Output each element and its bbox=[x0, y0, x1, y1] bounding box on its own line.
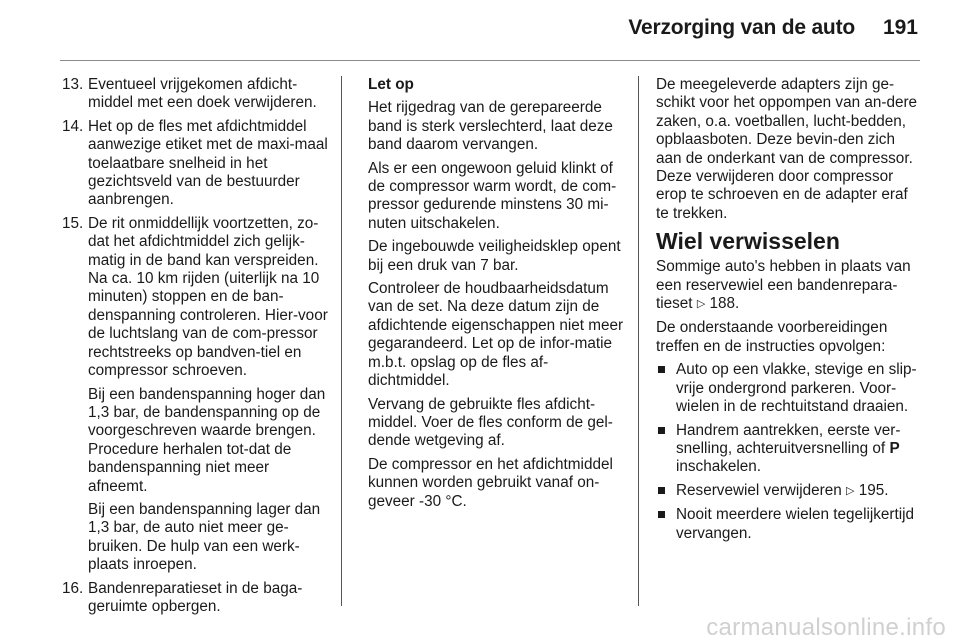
list-item bbox=[656, 361, 922, 416]
bullet-text: Nooit meerdere wielen tegelijkertijd vervangen. bbox=[676, 506, 915, 542]
bullet-text: Reservewiel verwijderen bbox=[676, 481, 842, 499]
gear-p-label: P bbox=[889, 439, 900, 457]
chapter-title: Verzorging van de auto bbox=[628, 16, 855, 39]
step-number: 13. bbox=[62, 76, 84, 93]
watermark: carmanualsonline.info bbox=[706, 614, 946, 641]
paragraph-adapters: De meegeleverde adapters zijn ge-schikt voor het oppompen van an-dere zaken, o.a. voetballen, lucht-bedden, opblaasboten. Deze bevin-den zich aan de onderkant van de compressor. Deze verwijderen door compressor erop te schroeven en de adapter eraf te trekken. bbox=[656, 76, 918, 222]
paragraph-compressor-noise: Als er een ongewoon geluid klinkt of de compressor warm wordt, de com-pressor gedurende minstens 30 mi-nuten uitschakelen. bbox=[368, 159, 617, 232]
step-number: 14. bbox=[62, 117, 84, 135]
list-item bbox=[656, 506, 922, 543]
header-divider bbox=[60, 60, 920, 61]
page-reference[interactable]: 195. bbox=[858, 481, 889, 499]
middle-column bbox=[368, 76, 624, 516]
left-column bbox=[62, 76, 328, 621]
reference-arrow-icon: ▷ bbox=[696, 298, 706, 311]
column-divider-left bbox=[341, 76, 342, 606]
note-title: Let op bbox=[368, 76, 414, 93]
section-heading: Wiel verwisselen bbox=[656, 228, 840, 255]
step-16 bbox=[62, 580, 328, 617]
step-text: Bandenreparatieset in de baga-geruimte opbergen. bbox=[88, 579, 303, 615]
step-text: Het op de fles met afdichtmiddel aanwezige etiket met de maxi-maal toelaatbare snelheid in het gezichtsveld van de bestuurder aanbrengen. bbox=[88, 117, 328, 209]
intro-text: Sommige auto's hebben in plaats van een reservewiel een bandenrepara-tieset bbox=[656, 258, 911, 313]
bullet-text: Handrem aantrekken, eerste ver-snelling, achteruitversnelling of bbox=[676, 421, 901, 457]
step-number: 15. bbox=[62, 214, 84, 232]
note-text: Het rijgedrag van de gerepareerde band is sterk verslechterd, laat deze band daarom vervangen. bbox=[368, 99, 613, 154]
bullet-text-tail: inschakelen. bbox=[676, 458, 762, 476]
paragraph-replace-bottle: Vervang de gebruikte fles afdicht-middel. Voer de fles conform de gel-dende wetgeving af. bbox=[368, 395, 613, 450]
step-14 bbox=[62, 118, 328, 210]
bullet-square-icon bbox=[658, 366, 665, 373]
bullet-square-icon bbox=[658, 427, 665, 434]
bullet-square-icon bbox=[658, 511, 665, 518]
column-divider-right bbox=[638, 76, 639, 606]
step-number: 16. bbox=[62, 579, 84, 597]
bullet-text: Auto op een vlakke, stevige en slip-vrije ondergrond parkeren. Voor-wielen in de rechtuitstand draaien. bbox=[676, 361, 917, 416]
page-number: 191 bbox=[882, 16, 918, 39]
paragraph-temperature: De compressor en het afdichtmiddel kunnen worden gebruikt vanaf on-geveer -30 °C. bbox=[368, 455, 613, 510]
paragraph-intro bbox=[656, 258, 922, 314]
step-text: De rit onmiddellijk voortzetten, zo-dat het afdichtmiddel zich gelijk-matig in de band kan verspreiden. Na ca. 10 km rijden (uiterlijk na 10 minuten) stoppen en de ban-denspanning controleren. Hier-voor de luchtslang van de com-pressor rechtstreeks op bandven-tiel en compressor schroeven. bbox=[88, 214, 328, 380]
list-item bbox=[656, 482, 922, 501]
right-column bbox=[656, 76, 922, 548]
step-subparagraph-low-pressure: Bij een bandenspanning lager dan 1,3 bar, de auto niet meer ge-bruiken. De hulp van een werk-plaats inroepen. bbox=[88, 500, 321, 574]
list-item bbox=[656, 422, 922, 477]
step-text: Eventueel vrijgekomen afdicht-middel met een doek verwijderen. bbox=[88, 76, 317, 112]
step-15 bbox=[62, 215, 328, 575]
page-reference[interactable]: 188. bbox=[709, 295, 740, 313]
paragraph-preparations: De onderstaande voorbereidingen treffen en de instructies opvolgen: bbox=[656, 319, 888, 355]
paragraph-expiry-date: Controleer de houdbaarheidsdatum van de set. Na deze datum zijn de afdichtende eigenschappen niet meer gegarandeerd. Let op de infor-matie m.b.t. opslag op de fles af-dichtmiddel. bbox=[368, 280, 624, 390]
paragraph-safety-valve: De ingebouwde veiligheidsklep opent bij een druk van 7 bar. bbox=[368, 238, 621, 274]
reference-arrow-icon: ▷ bbox=[846, 484, 855, 497]
step-subparagraph-high-pressure: Bij een bandenspanning hoger dan 1,3 bar, de bandenspanning op de voorgeschreven waarde brengen. Procedure herhalen tot-dat de bandenspanning niet meer afneemt. bbox=[88, 385, 326, 495]
page-header bbox=[0, 0, 960, 62]
bullet-square-icon bbox=[658, 487, 665, 494]
step-13 bbox=[62, 76, 328, 113]
